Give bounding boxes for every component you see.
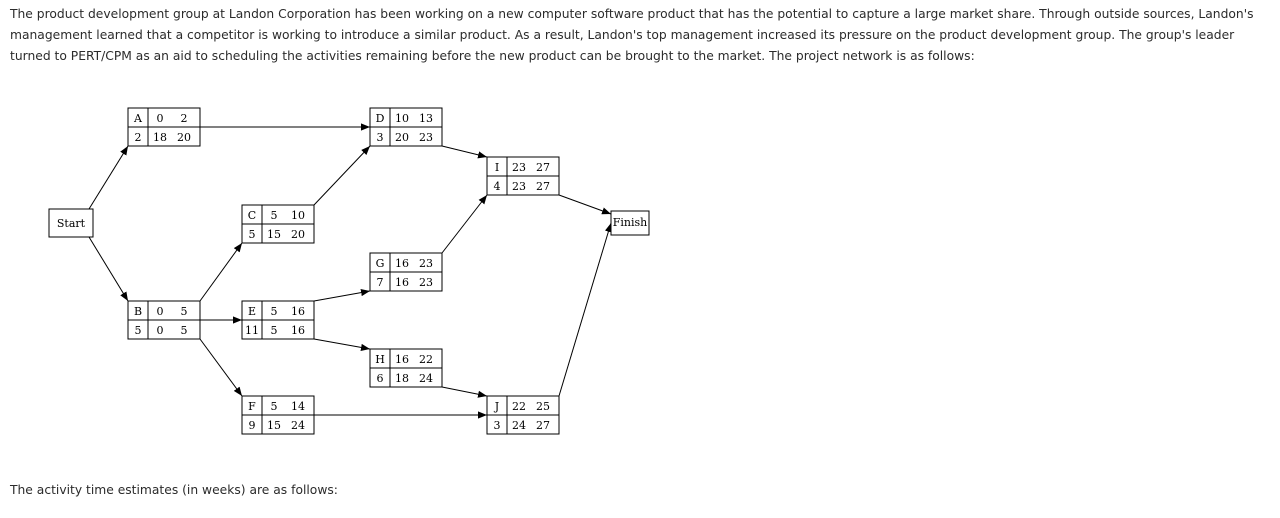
earliest-start: 0	[156, 305, 164, 318]
earliest-finish: 27	[536, 161, 550, 174]
latest-finish: 20	[291, 228, 305, 241]
activity-duration: 5	[134, 324, 142, 337]
activity-id: D	[375, 112, 385, 125]
latest-finish: 16	[291, 324, 305, 337]
activity-id: F	[248, 400, 256, 413]
earliest-start: 16	[395, 257, 409, 270]
earliest-start: 0	[156, 112, 164, 125]
earliest-start: 5	[270, 305, 278, 318]
activity-duration: 3	[493, 419, 501, 432]
finish-node	[611, 211, 649, 235]
activity-id: B	[133, 305, 143, 318]
activity-node-i	[487, 157, 559, 195]
earliest-start: 22	[512, 400, 526, 413]
activity-id: H	[375, 353, 385, 366]
earliest-finish: 14	[291, 400, 305, 413]
activity-node-j	[487, 396, 559, 434]
edge-h-to-j	[442, 387, 487, 396]
edge-b-to-f	[200, 339, 242, 396]
earliest-finish: 22	[419, 353, 433, 366]
activity-node-g	[370, 253, 442, 291]
activity-duration: 3	[376, 131, 384, 144]
latest-finish: 23	[419, 276, 433, 289]
latest-finish: 23	[419, 131, 433, 144]
activity-duration: 9	[248, 419, 256, 432]
activity-node-d	[370, 108, 442, 146]
activity-id: G	[375, 257, 385, 270]
activity-duration: 5	[248, 228, 256, 241]
latest-finish: 27	[536, 180, 550, 193]
activity-node-a	[128, 108, 200, 146]
latest-start: 5	[270, 324, 278, 337]
earliest-finish: 10	[291, 209, 305, 222]
activity-duration: 2	[134, 131, 142, 144]
earliest-start: 5	[270, 209, 278, 222]
latest-finish: 24	[419, 372, 433, 385]
latest-finish: 20	[177, 131, 191, 144]
earliest-finish: 2	[180, 112, 188, 125]
latest-start: 18	[395, 372, 409, 385]
start-label: Start	[56, 217, 86, 230]
finish-label: Finish	[612, 216, 648, 229]
latest-start: 15	[267, 419, 281, 432]
activity-duration: 6	[376, 372, 384, 385]
edge-i-to-finish	[559, 195, 611, 214]
latest-finish: 27	[536, 419, 550, 432]
latest-start: 0	[156, 324, 164, 337]
activity-id: I	[494, 161, 500, 174]
start-node	[49, 209, 93, 237]
latest-finish: 24	[291, 419, 305, 432]
activity-node-f	[242, 396, 314, 434]
activity-id: A	[134, 112, 142, 125]
activity-duration: 4	[493, 180, 501, 193]
edge-e-to-h	[314, 339, 370, 349]
earliest-start: 5	[270, 400, 278, 413]
intro-paragraph: The product development group at Landon Corporation has been working on a new computer software product that has the potential to capture a large market share. Through outside sources, Landon's management learned that a competitor is working to introduce a similar product. As a result, Landon's top management increased its pressure on the product development group. The group's leader turned to PERT/CPM as an aid to scheduling the activities remaining before the new product can be brought to the market. The project network is as follows:	[10, 7, 1254, 63]
activity-id: C	[247, 209, 257, 222]
latest-start: 23	[512, 180, 526, 193]
earliest-finish: 13	[419, 112, 433, 125]
earliest-finish: 25	[536, 400, 550, 413]
edge-d-to-i	[442, 146, 487, 157]
latest-start: 20	[395, 131, 409, 144]
edge-start-to-a	[89, 146, 128, 209]
activity-duration: 7	[376, 276, 384, 289]
edge-c-to-d	[314, 146, 370, 205]
activity-node-h	[370, 349, 442, 387]
earliest-start: 23	[512, 161, 526, 174]
activity-duration: 11	[245, 324, 259, 337]
earliest-start: 16	[395, 353, 409, 366]
network-nodes	[49, 108, 649, 434]
activity-node-b	[128, 301, 200, 339]
activity-id: E	[247, 305, 257, 318]
latest-start: 15	[267, 228, 281, 241]
edge-b-to-c	[200, 243, 242, 301]
earliest-finish: 23	[419, 257, 433, 270]
earliest-start: 10	[395, 112, 409, 125]
earliest-finish: 16	[291, 305, 305, 318]
edge-e-to-g	[314, 291, 370, 301]
latest-finish: 5	[180, 324, 188, 337]
latest-start: 18	[153, 131, 167, 144]
activity-node-e	[242, 301, 314, 339]
edge-start-to-b	[89, 237, 128, 301]
latest-start: 24	[512, 419, 526, 432]
edge-j-to-finish	[559, 223, 611, 396]
activity-node-c	[242, 205, 314, 243]
edge-g-to-i	[442, 195, 487, 253]
outro-paragraph: The activity time estimates (in weeks) are as follows:	[10, 483, 338, 497]
activity-id: J	[494, 400, 500, 413]
latest-start: 16	[395, 276, 409, 289]
earliest-finish: 5	[180, 305, 188, 318]
